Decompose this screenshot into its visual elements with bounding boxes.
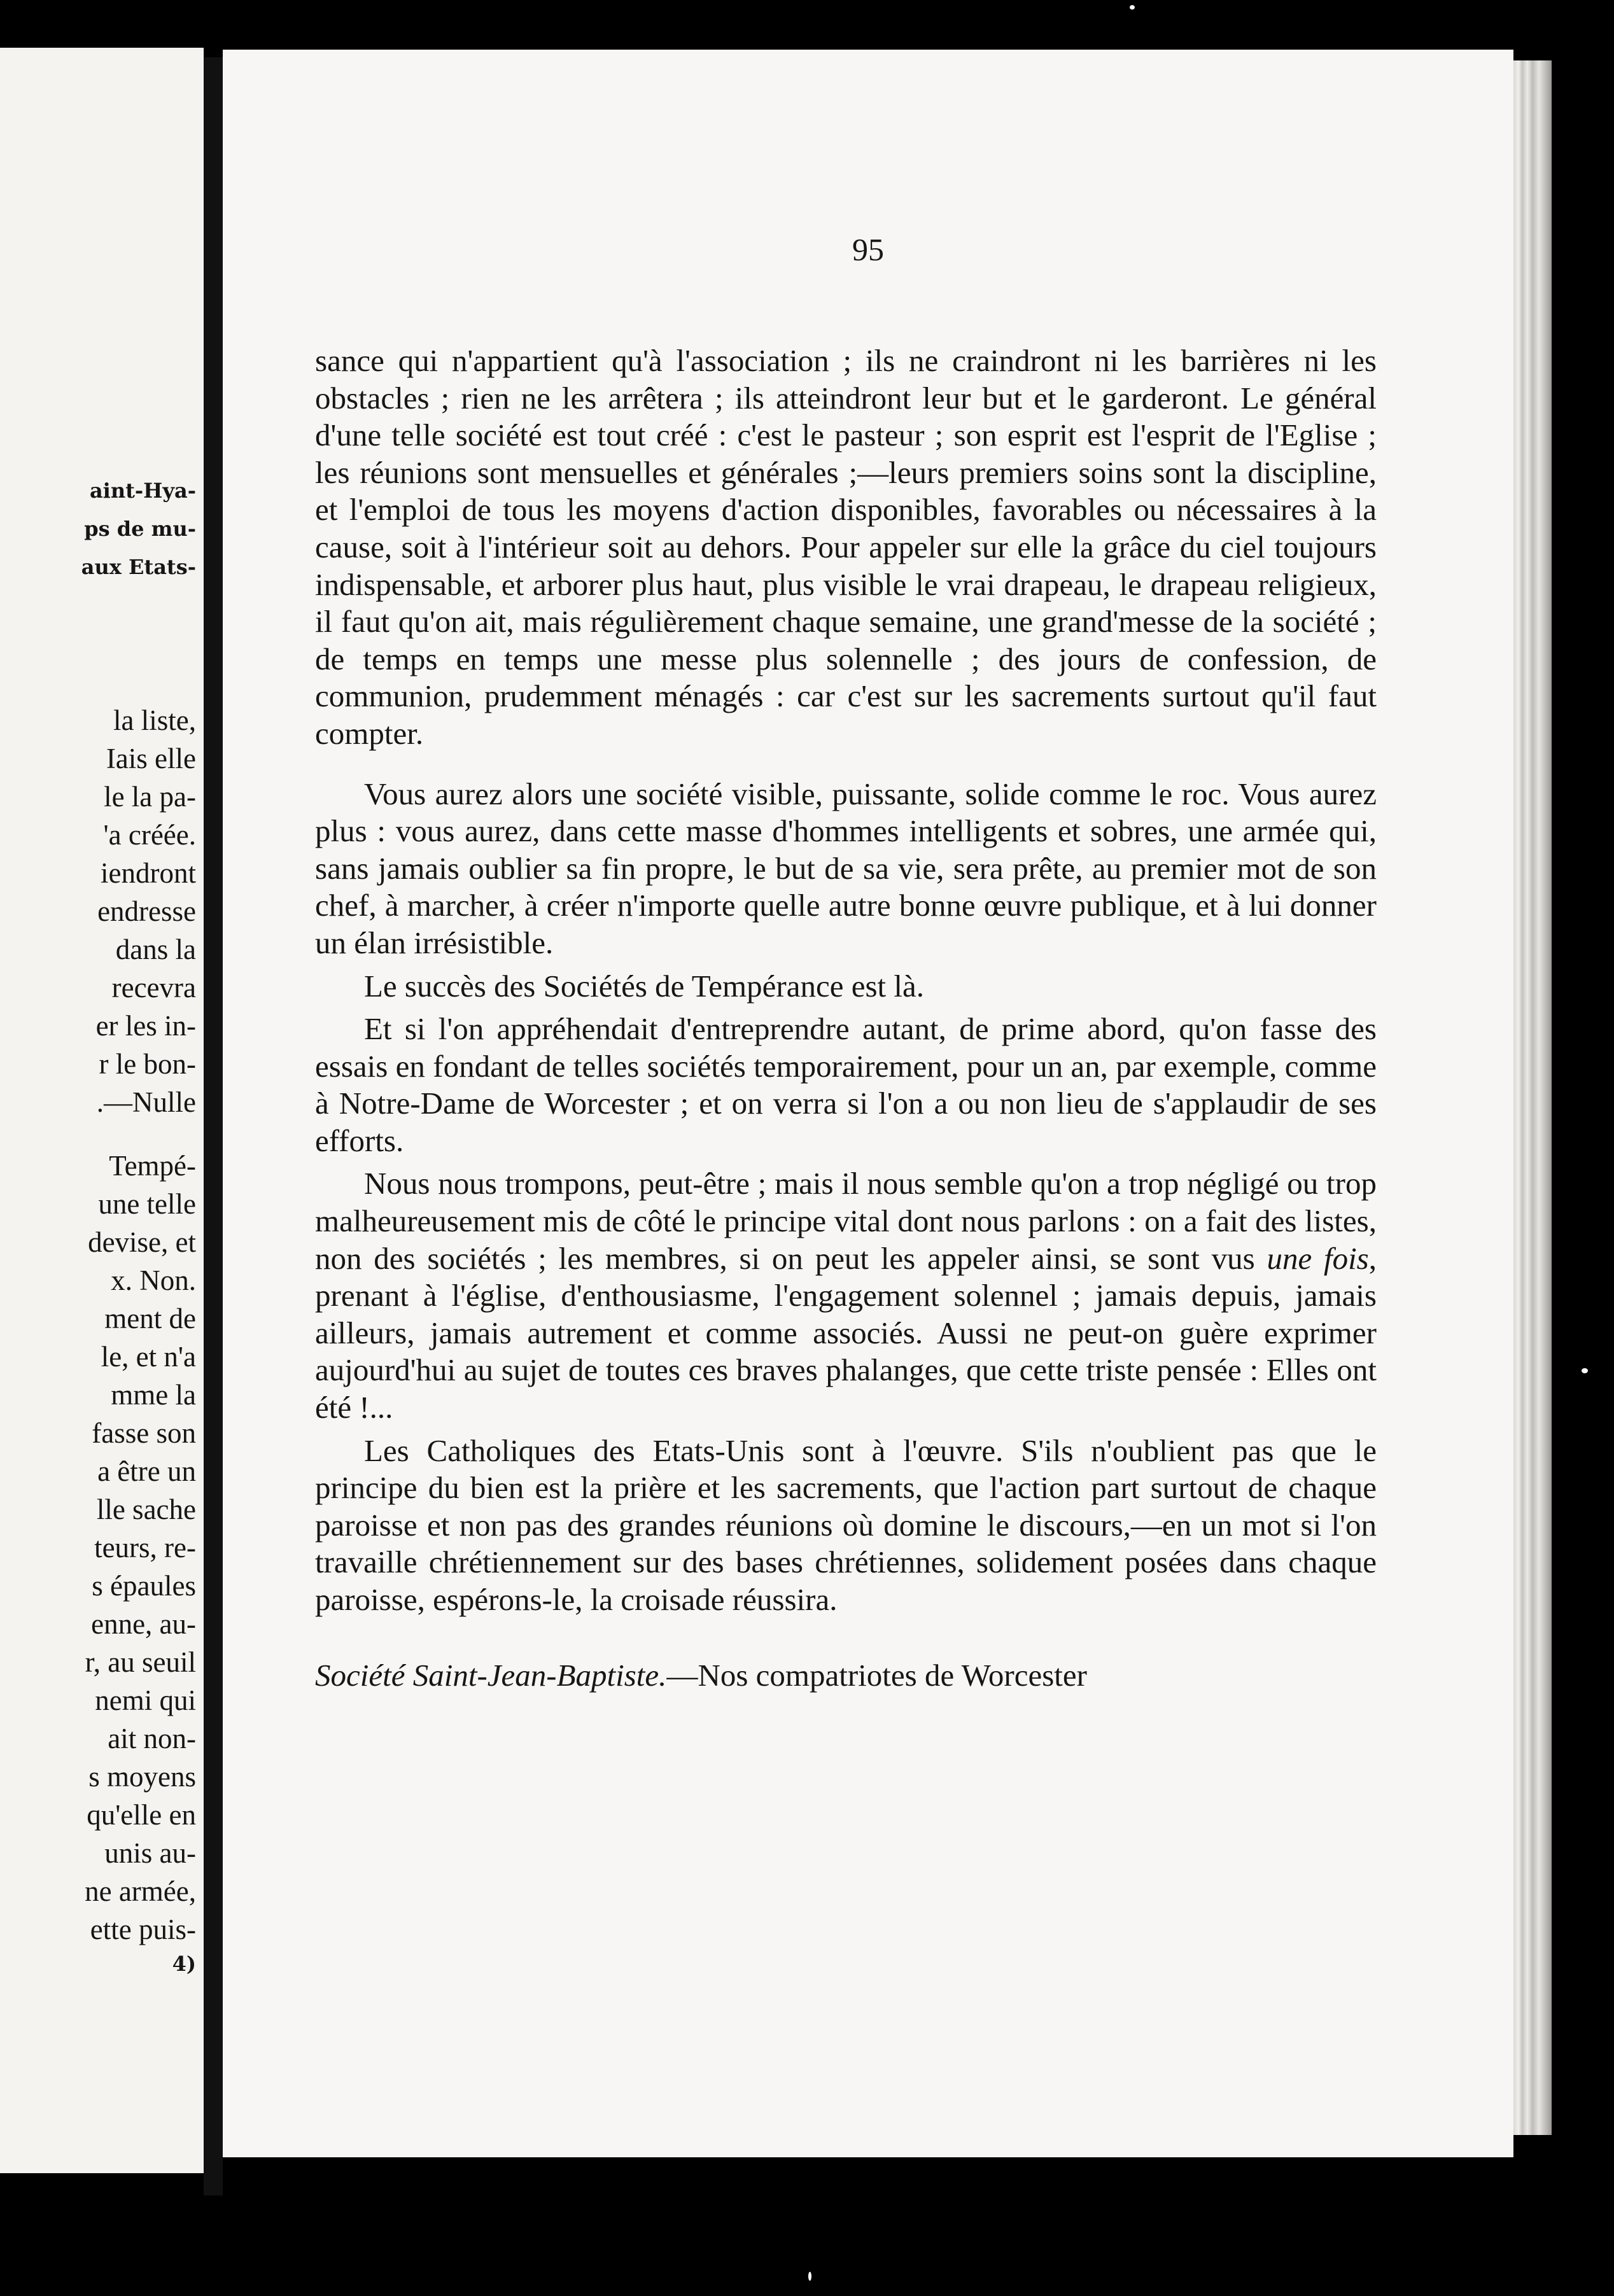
paragraph-7 bbox=[315, 1657, 1377, 1695]
paragraph-2: Vous aurez alors une société visible, puissante, solide comme le roc. Vous aurez plus : vous aurez, dans cette masse d'hommes intelligents et sobres, une armée qui, sans jamais oublier sa fin propre, le but de sa vie, sera prête, au premier mot de son chef, à marcher, à créer n'importe quelle autre bonne œuvre publique, et à lui donner un élan irrésistible. bbox=[315, 776, 1377, 960]
paragraph-5-text-a: Nous nous trompons, peut-être ; mais il nous semble qu'on a trop négligé ou trop malheureusement mis de côté le principe vital dont nous parlons : on a fait des listes, non des sociétés ; les membres, si on peut les appeler ainsi, se sont vus bbox=[315, 1166, 1377, 1276]
left-page-line: fasse son bbox=[92, 1417, 196, 1449]
left-page-line: ment de bbox=[104, 1303, 196, 1334]
paragraph-5 bbox=[315, 1165, 1377, 1426]
left-page-line: 4) bbox=[172, 1952, 196, 1976]
left-page-line: devise, et bbox=[88, 1226, 196, 1258]
left-page-line: une telle bbox=[98, 1188, 196, 1220]
left-page-fragment bbox=[0, 48, 204, 2173]
left-page-line: recevra bbox=[111, 972, 196, 1004]
left-page-line: ette puis- bbox=[90, 1914, 196, 1945]
left-page-line: enne, au- bbox=[91, 1608, 196, 1640]
left-page-line: ps de mu- bbox=[84, 517, 196, 541]
left-page-line: ne armée, bbox=[85, 1875, 196, 1907]
left-page-line: le, et n'a bbox=[101, 1341, 196, 1373]
paragraph-6: Les Catholiques des Etats-Unis sont à l'œuvre. S'ils n'oublient pas que le principe du bien est la prière et les sacrements, que l'action part surtout de chaque paroisse et non pas des grandes réunions où domine le discours,—en un mot si l'on travaille chrétiennement sur des bases chrétiennes, solidement posées dans chaque paroisse, espérons-le, la croisade réussira. bbox=[315, 1432, 1377, 1617]
left-page-line: s épaules bbox=[92, 1570, 196, 1602]
left-page-line: ait non- bbox=[108, 1723, 196, 1754]
left-page-line: er les in- bbox=[95, 1010, 196, 1042]
page-number: 95 bbox=[852, 232, 884, 267]
left-page-line: x. Non. bbox=[111, 1264, 196, 1296]
left-page-line: teurs, re- bbox=[94, 1532, 196, 1564]
left-page-line: Tempé- bbox=[109, 1150, 196, 1182]
left-page-line: .—Nulle bbox=[96, 1086, 196, 1118]
left-page-line: endresse bbox=[97, 895, 196, 927]
left-page-line: lle sache bbox=[96, 1494, 196, 1525]
scan-speck bbox=[1582, 1368, 1588, 1373]
paragraph-1: sance qui n'appartient qu'à l'association ; ils ne craindront ni les barrières ni les obstacles ; rien ne les arrêtera ; ils atteindront leur but et le garderont. Le général d'une telle société est tout créé : c'est le pasteur ; son esprit est l'esprit de l'Eglise ; les réunions sont mensuelles et générales ;—leurs premiers soins sont la discipline, et l'emploi de tous les moyens d'action disponibles, favorables ou nécessaires à la cause, soit à l'intérieur soit au dehors. Pour appeler sur elle la grâce du ciel toujours indispensable, et arborer plus haut, plus visible le vrai drapeau, le drapeau religieux, il faut qu'on ait, mais régulièrement chaque semaine, une grand'messe de la société ; de temps en temps une messe plus solennelle ; des jours de confession, de communion, prudemment ménagés : car c'est sur les sacrements surtout qu'il faut compter. bbox=[315, 343, 1377, 751]
left-page-line: 'a créée. bbox=[103, 819, 196, 851]
scan-speck bbox=[808, 2272, 811, 2281]
left-page-line: le la pa- bbox=[104, 781, 196, 813]
left-page-line: nemi qui bbox=[95, 1684, 196, 1716]
left-page-line: aint-Hya- bbox=[89, 479, 196, 503]
scan-speck bbox=[1130, 5, 1135, 10]
left-page-line: r le bon- bbox=[99, 1048, 196, 1080]
left-page-line: dans la bbox=[115, 934, 196, 965]
left-page-line: mme la bbox=[111, 1379, 196, 1411]
left-page-line: unis au- bbox=[104, 1837, 196, 1869]
book-gutter bbox=[204, 57, 223, 2195]
paragraph-4: Et si l'on appréhendait d'entreprendre autant, de prime abord, qu'on fasse des essais en fondant de telles sociétés temporairement, pour un an, par exemple, comme à Notre-Dame de Worcester ; et on verra si l'on a ou non lieu de s'applaudir de ses efforts. bbox=[315, 1011, 1377, 1158]
section-heading-societe: Société Saint-Jean-Baptiste. bbox=[315, 1657, 667, 1693]
paragraph-7-text: —Nos compatriotes de Worcester bbox=[666, 1657, 1087, 1693]
paragraph-5-emphasis: une fois bbox=[1267, 1240, 1369, 1276]
left-page-line: Iais elle bbox=[106, 743, 196, 774]
page-body bbox=[315, 342, 1377, 1700]
paragraph-3: Le succès des Sociétés de Tempérance est là. bbox=[364, 968, 925, 1004]
paragraph-5-text-b: , prenant à l'église, d'enthousiasme, l'engagement solennel ; jamais depuis, jamais ailleurs, jamais autrement et comme associés. Aussi ne peut-on guère exprimer aujourd'hui au sujet de toutes ces braves phalanges, que cette triste pensée : Elles ont été !... bbox=[315, 1240, 1377, 1425]
right-page bbox=[223, 50, 1513, 2157]
left-page-line: a être un bbox=[97, 1455, 196, 1487]
page-edge-stack bbox=[1513, 60, 1552, 2135]
left-page-line: qu'elle en bbox=[87, 1799, 196, 1831]
left-page-line: r, au seuil bbox=[85, 1646, 196, 1678]
left-page-line: aux Etats- bbox=[81, 555, 196, 579]
left-page-line: s moyens bbox=[88, 1761, 196, 1793]
left-page-line: iendront bbox=[101, 857, 196, 889]
left-page-line: la liste, bbox=[113, 704, 196, 736]
